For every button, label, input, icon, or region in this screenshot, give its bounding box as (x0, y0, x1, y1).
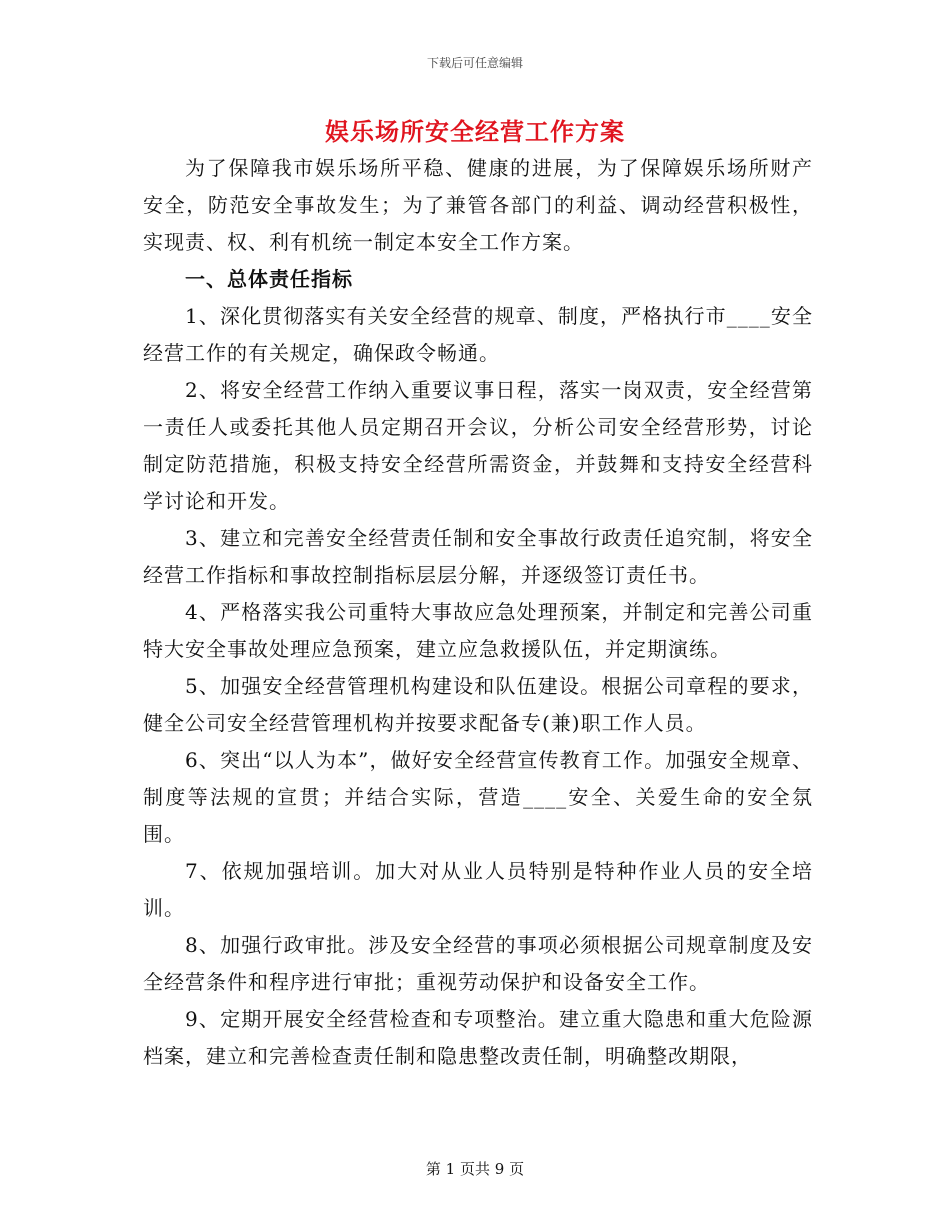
list-item: 8、加强行政审批。涉及安全经营的事项必须根据公司规章制度及安全经营条件和程序进行审批；重视劳动保护和设备安全工作。 (143, 933, 813, 994)
document-body (143, 150, 813, 1075)
document-title: 娱乐场所安全经营工作方案 (325, 117, 625, 146)
list-item: 3、建立和完善安全经营责任制和安全事故行政责任追究制，将安全经营工作指标和事故控制指标层层分解，并逐级签订责任书。 (143, 526, 813, 587)
list-item: 5、加强安全经营管理机构建设和队伍建设。根据公司章程的要求，健全公司安全经营管理机构并按要求配备专(兼)职工作人员。 (143, 674, 813, 735)
list-item: 7、依规加强培训。加大对从业人员特别是特种作业人员的安全培训。 (143, 859, 813, 920)
list-item: 9、定期开展安全经营检查和专项整治。建立重大隐患和重大危险源档案，建立和完善检查责任制和隐患整改责任制，明确整改期限， (143, 1007, 813, 1068)
list-item: 4、严格落实我公司重特大事故应急处理预案，并制定和完善公司重特大安全事故处理应急预案，建立应急救援队伍，并定期演练。 (143, 600, 813, 661)
section-heading: 一、总体责任指标 (185, 267, 353, 291)
header-note: 下载后可任意编辑 (426, 56, 523, 70)
intro-paragraph: 为了保障我市娱乐场所平稳、健康的进展，为了保障娱乐场所财产安全，防范安全事故发生；为了兼管各部门的利益、调动经营积极性，实现责、权、利有机统一制定本安全工作方案。 (143, 156, 813, 254)
list-item: 6、突出“以人为本”，做好安全经营宣传教育工作。加强安全规章、制度等法规的宣贯；并结合实际，营造____安全、关爱生命的安全氛围。 (143, 748, 813, 846)
list-item: 2、将安全经营工作纳入重要议事日程，落实一岗双责，安全经营第一责任人或委托其他人员定期召开会议，分析公司安全经营形势，讨论制定防范措施，积极支持安全经营所需资金，并鼓舞和支持安全经营科学讨论和开发。 (143, 378, 813, 513)
page-footer: 第 1 页共 9 页 (425, 1160, 525, 1178)
list-item: 1、深化贯彻落实有关安全经营的规章、制度，严格执行市____安全经营工作的有关规定，确保政令畅通。 (143, 304, 813, 365)
